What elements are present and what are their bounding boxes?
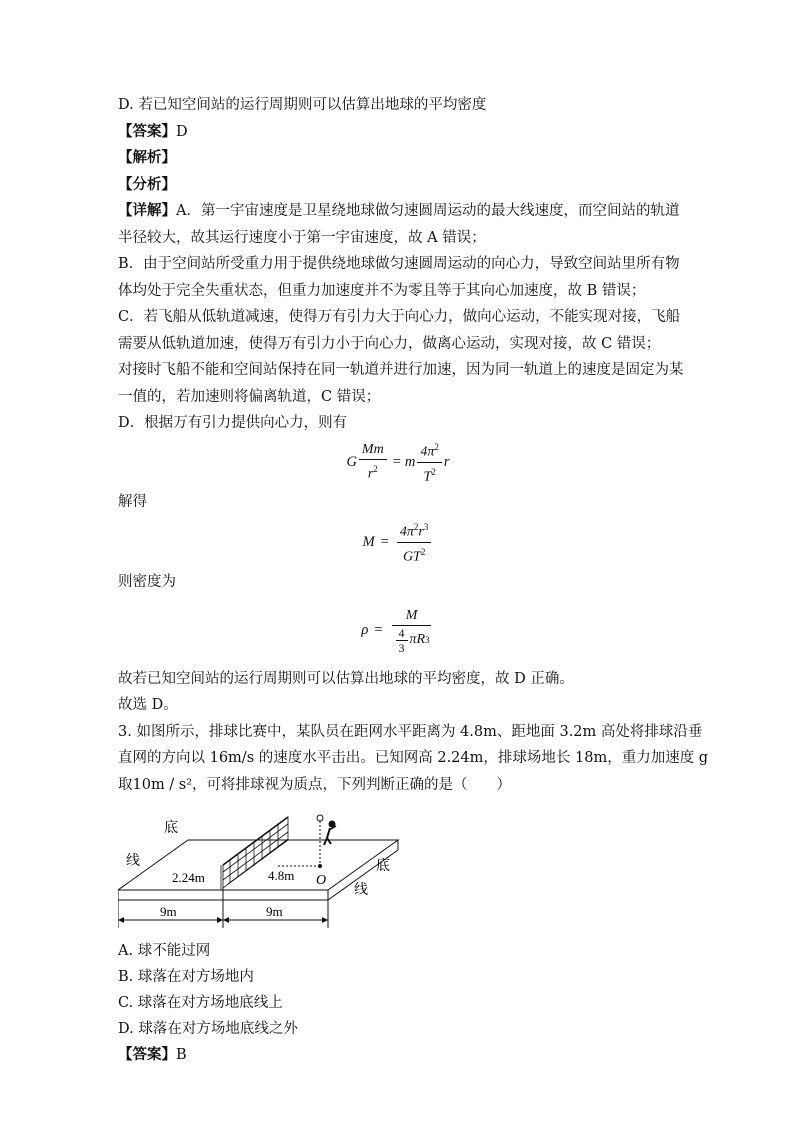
detail-line: 半径较大，故其运行速度小于第一宇宙速度，故 A 错误； [118, 229, 486, 246]
option-c: C. 球落在对方场地底线上 [118, 995, 283, 1011]
volleyball-court-figure [118, 810, 418, 930]
detail-line: 一值的，若加速则将偏离轨道，C 错误； [118, 388, 381, 405]
option-d-line: D. 若已知空间站的运行周期则可以估算出地球的平均密度 [118, 97, 487, 113]
paper-page [118, 92, 709, 1069]
detail-line: C．若飞船从低轨道减速，使得万有引力大于向心力，做向心运动，不能实现对接，飞船 [118, 309, 681, 325]
choice-line: 故选 D。 [118, 697, 178, 713]
detail-line: 体均处于完全失重状态，但重力加速度并不为零且等于其向心加速度，故 B 错误； [118, 282, 646, 299]
dimension-label: 9m [266, 904, 283, 919]
option-a: A. 球不能过网 [118, 943, 211, 959]
analysis-heading: 【解析】 [118, 149, 176, 166]
baseline-label: 底 [376, 859, 390, 874]
density-label: 则密度为 [118, 574, 176, 590]
player [324, 822, 336, 846]
conclusion-line: 故若已知空间站的运行周期则可以估算出地球的平均密度，故 D 正确。 [118, 670, 574, 687]
fraction: M $\frac{4}{3}$ πR 3 [391, 607, 433, 655]
equation-gravity: G $\frac{Mm}{r^2}$ = m $\frac{4\pi^2}{T^2}$ r [118, 437, 678, 489]
fraction: $\frac{4\pi^2}{T^2}$ [417, 438, 442, 486]
final-answer-line: 【答案】B [118, 1046, 187, 1063]
fraction: $\frac{4\pi^2r^3}{GT^2}$ [397, 518, 431, 566]
option-b: B. 球落在对方场地内 [118, 969, 254, 985]
question-line: 取10m / s²，可将排球视为质点，下列判断正确的是（ ） [118, 776, 512, 793]
solve-label: 解得 [118, 493, 147, 510]
distance-label: 4.8m [268, 868, 295, 883]
solution-text [118, 92, 684, 437]
origin-label: O [316, 873, 327, 888]
net-height-label: 2.24m [172, 870, 205, 885]
ball [317, 815, 323, 821]
question-line: 直网的方向以 16m/s 的速度水平击出。已知网高 2.24m，排球场地长 18m，重力加速度 g [118, 750, 709, 766]
line-label: 线 [126, 854, 140, 869]
line-label: 线 [354, 883, 368, 898]
dimension-label: 9m [160, 904, 177, 919]
question-line: 3. 如图所示，排球比赛中，某队员在距网水平距离为 4.8m、距地面 3.2m 高处将排球沿垂 [118, 723, 703, 740]
baseline-label: 底 [164, 821, 178, 836]
detail-line: 对接时飞船不能和空间站保持在同一轨道并进行加速，因为同一轨道上的速度是固定为某 [118, 362, 684, 378]
options [118, 938, 678, 1042]
detail-line: 【详解】A．第一宇宙速度是卫星绕地球做匀速圆周运动的最大线速度，而空间站的轨道 [118, 202, 680, 219]
detail-line: D．根据万有引力提供向心力，则有 [118, 415, 348, 431]
equation-mass: M = $\frac{4\pi^2r^3}{GT^2}$ [118, 515, 678, 569]
answer-line: 【答案】D [118, 122, 188, 140]
detail-line: 需要从低轨道加速，使得万有引力小于向心力，做离心运动，实现对接，故 C 错误； [118, 335, 661, 352]
analysis-sub-heading: 【分析】 [118, 175, 176, 193]
option-d: D. 球落在对方场地底线之外 [118, 1021, 298, 1037]
equation-density: ρ = M $\frac{4}{3}$ πR 3 [118, 596, 678, 666]
detail-line: B．由于空间站所受重力用于提供绕地球做匀速圆周运动的向心力，导致空间站里所有物 [118, 256, 680, 272]
fraction: $\frac{Mm}{r^2}$ [359, 441, 387, 484]
